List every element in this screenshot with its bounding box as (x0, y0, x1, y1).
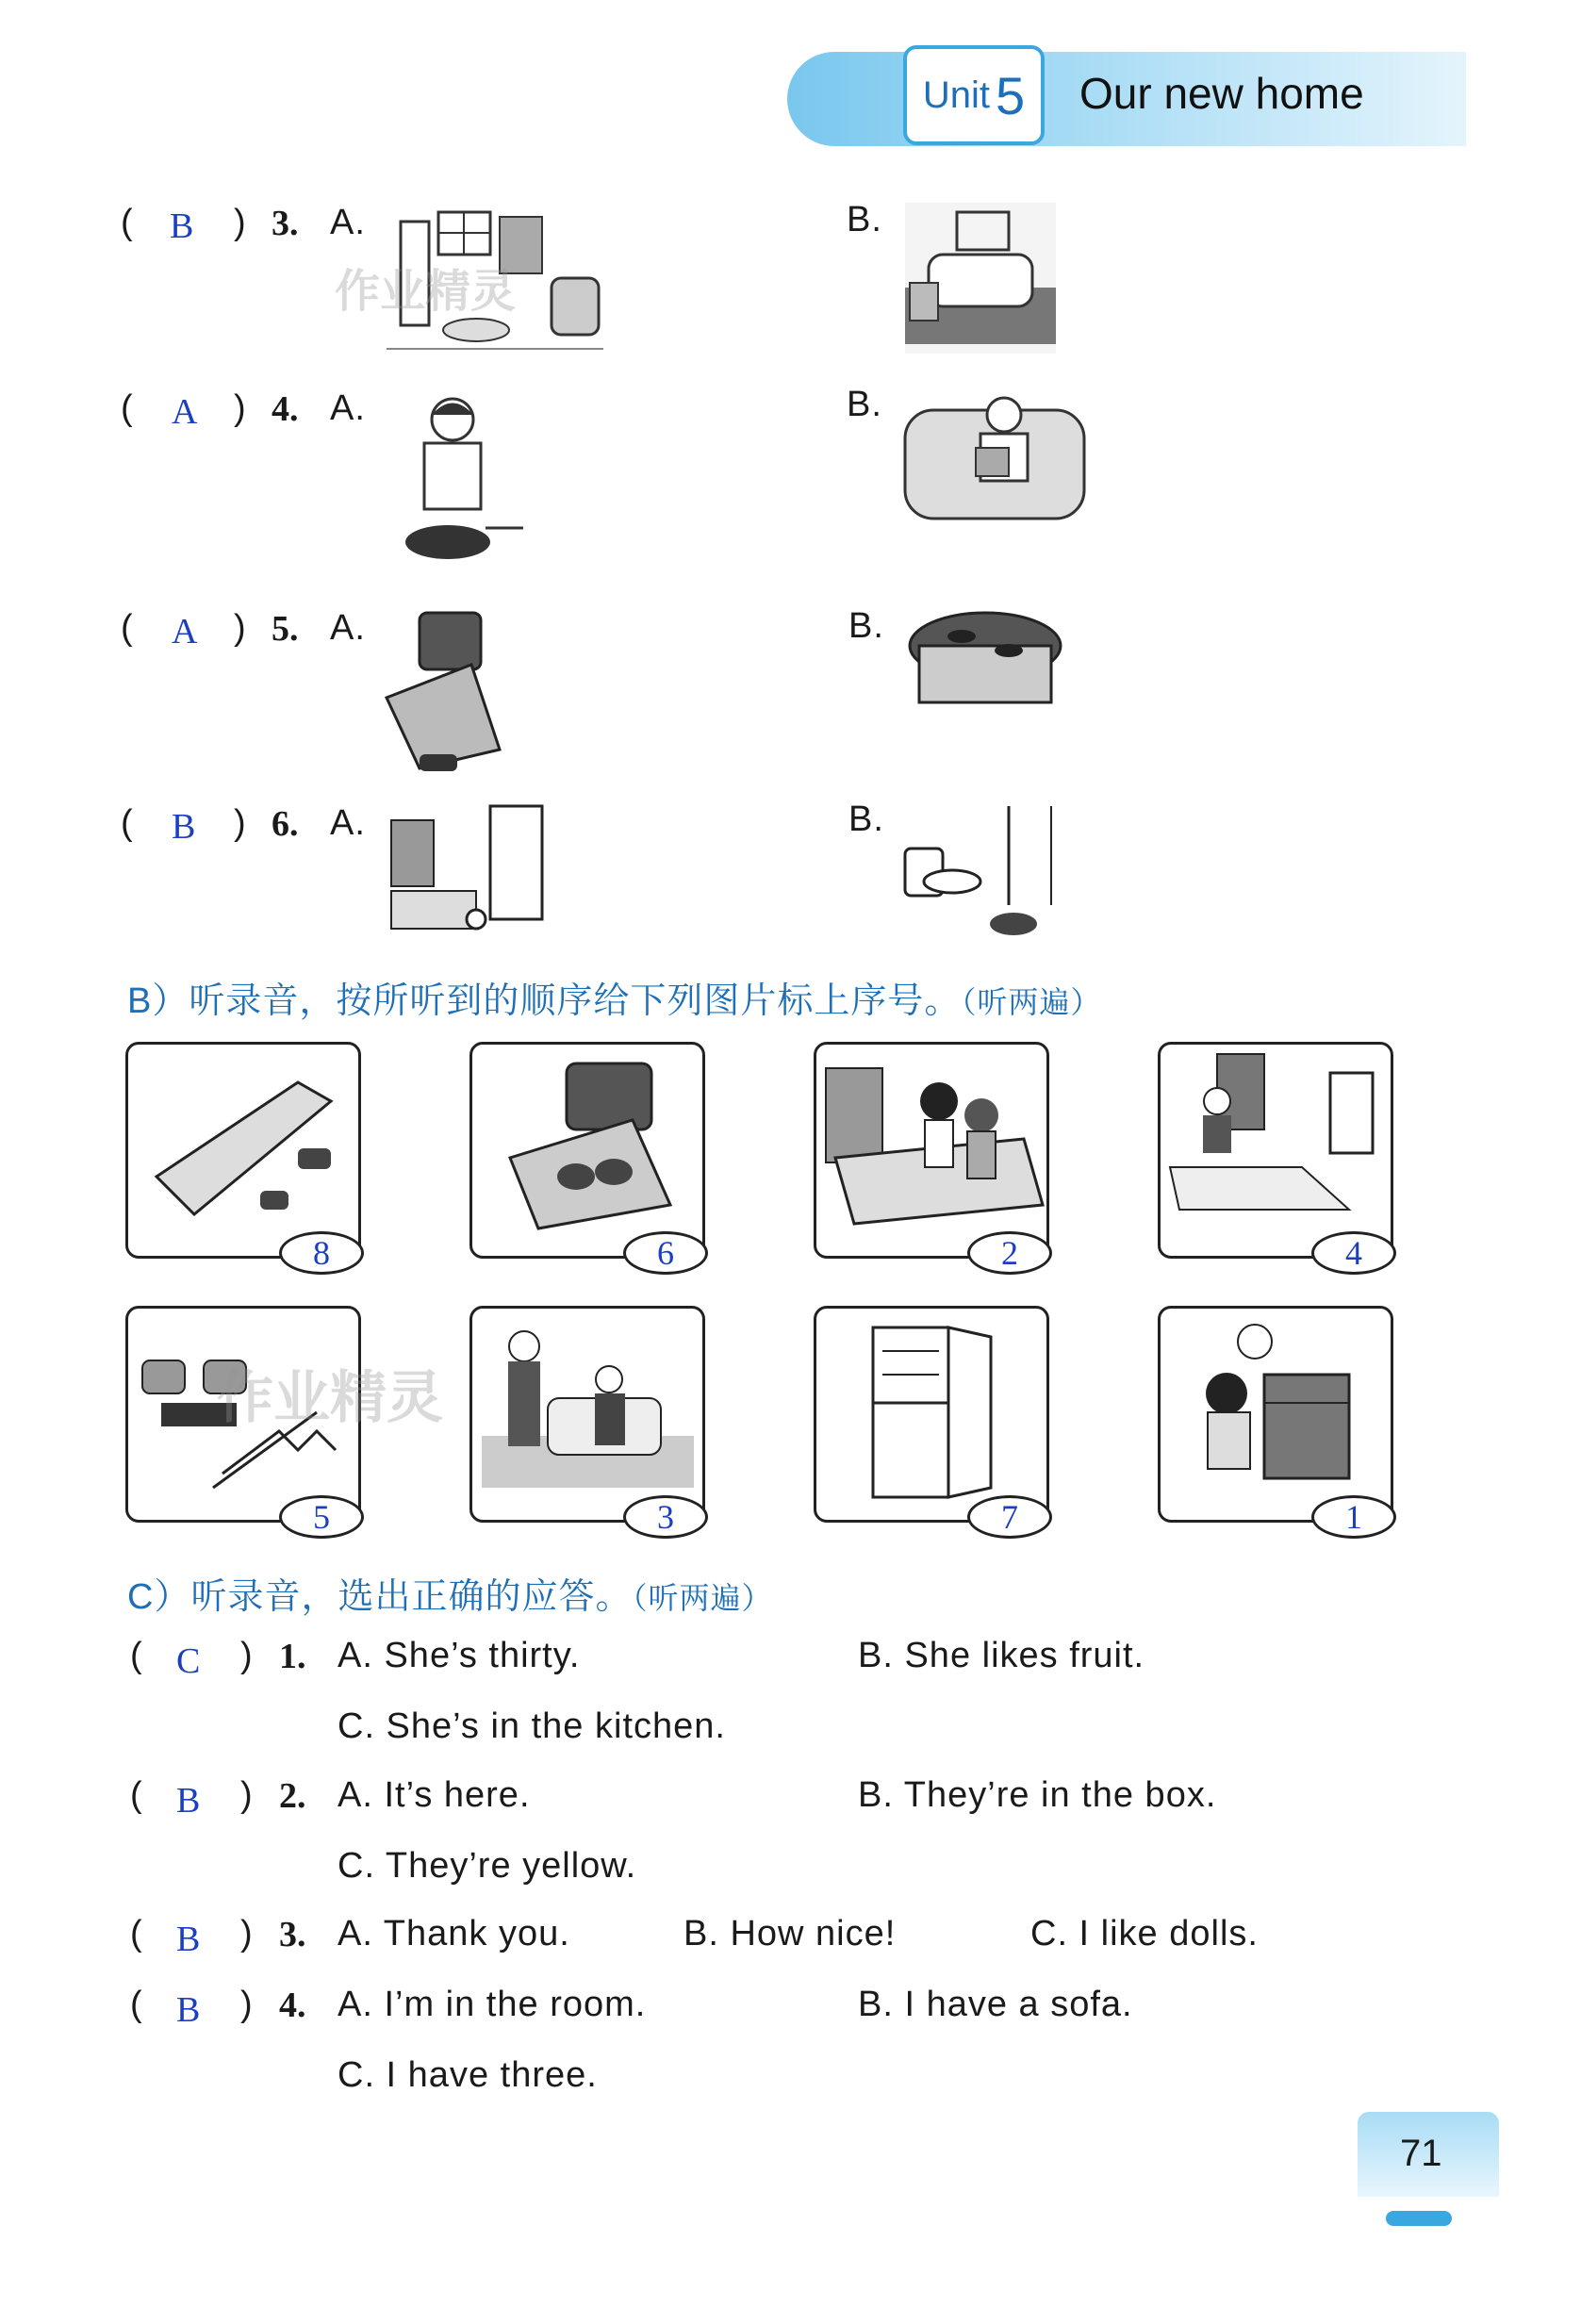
picture-frame (125, 1042, 361, 1272)
mother-and-children-picture (472, 1309, 702, 1520)
question-number: 3. (279, 1915, 306, 1954)
close-paren: ) (234, 803, 246, 843)
close-paren: ) (234, 608, 246, 648)
option-a-label: A. (330, 388, 366, 428)
bed-with-shoes-picture (382, 608, 504, 778)
section-c-heading (127, 1567, 772, 1619)
option-c: C. They’re yellow. (338, 1846, 637, 1886)
question-number: 3. (272, 204, 299, 243)
option-c: C. I like dolls. (1030, 1914, 1259, 1953)
watermark-middle: 作业精灵 (217, 1366, 443, 1429)
boy-in-kitchen-picture (1161, 1045, 1391, 1256)
option-b-label: B. (848, 799, 884, 839)
answer-letter: A (172, 392, 198, 432)
picture-frame (814, 1306, 1049, 1536)
question-number: 6. (272, 804, 299, 844)
open-paren: ( (121, 803, 133, 843)
close-paren: ) (234, 388, 246, 428)
page-number: 71 (1400, 2133, 1442, 2174)
page-number-bar (1386, 2211, 1452, 2226)
section-b-heading (127, 971, 1101, 1023)
order-number: 7 (967, 1495, 1052, 1539)
open-paren: ( (121, 388, 133, 428)
close-paren: ) (240, 1914, 253, 1953)
section-c-heading-note: （听两遍） (632, 1581, 773, 1615)
children-at-chairs-picture (1161, 1309, 1391, 1520)
section-b-heading-note: （听两遍） (961, 985, 1102, 1019)
answer-letter: B (170, 206, 194, 246)
order-number: 6 (623, 1231, 708, 1275)
question-number: 4. (279, 1986, 306, 2025)
option-a: A. She’s thirty. (338, 1636, 581, 1675)
man-reading-on-sofa-picture (900, 387, 1089, 537)
section-c-heading-text: C）听录音，选出正确的应答。 (127, 1577, 633, 1617)
picture-frame (1158, 1042, 1393, 1272)
unit-number: 5 (995, 65, 1026, 125)
bathroom-with-ball-picture (387, 801, 575, 943)
option-a-label: A. (330, 803, 366, 843)
question-number: 1. (279, 1637, 306, 1676)
open-paren: ( (130, 1914, 142, 1953)
unit-badge (903, 45, 1045, 145)
man-cooking-picture (396, 387, 528, 575)
answer-letter: B (176, 1990, 201, 2030)
order-number: 1 (1311, 1495, 1396, 1539)
open-paren: ( (130, 1985, 142, 2024)
answer-letter: B (176, 1781, 201, 1821)
open-paren: ( (121, 203, 133, 242)
option-b-label: B. (847, 200, 882, 239)
question-number: 2. (279, 1776, 306, 1816)
option-a: A. It’s here. (338, 1775, 531, 1815)
answer-letter: B (172, 807, 196, 847)
order-number: 4 (1311, 1231, 1396, 1275)
option-b-label: B. (848, 606, 884, 646)
picture-frame (814, 1042, 1049, 1272)
bed-with-slippers-picture (472, 1045, 702, 1256)
answer-letter: C (176, 1641, 201, 1681)
picture-frame (469, 1042, 705, 1272)
answer-letter: B (176, 1920, 201, 1959)
answer-letter: A (172, 612, 198, 651)
option-b: B. How nice! (683, 1914, 897, 1953)
question-number: 4. (272, 389, 299, 429)
bedroom-picture (900, 198, 1061, 358)
option-b-label: B. (847, 385, 882, 424)
option-b: B. She likes fruit. (858, 1636, 1145, 1675)
bathroom-with-slipper-picture (900, 801, 1089, 943)
close-paren: ) (240, 1775, 253, 1815)
option-b: B. I have a sofa. (858, 1985, 1133, 2024)
option-a: A. Thank you. (338, 1914, 570, 1953)
picture-frame (469, 1306, 705, 1536)
option-a: A. I’m in the room. (338, 1985, 647, 2024)
option-a-label: A. (330, 608, 366, 648)
question-number: 5. (272, 609, 299, 649)
close-paren: ) (234, 203, 246, 242)
open-paren: ( (130, 1775, 142, 1815)
open-paren: ( (130, 1636, 142, 1675)
order-number: 3 (623, 1495, 708, 1539)
section-b-heading-text: B）听录音，按所听到的顺序给下列图片标上序号。 (127, 981, 962, 1021)
unit-title: Our new home (1079, 69, 1364, 118)
dolls-on-bed-picture (816, 1045, 1046, 1256)
option-c: C. I have three. (338, 2055, 598, 2095)
order-number: 2 (967, 1231, 1052, 1275)
option-a-label: A. (330, 203, 366, 242)
sofa-with-toy-cars-picture (128, 1045, 358, 1256)
close-paren: ) (240, 1636, 253, 1675)
close-paren: ) (240, 1985, 253, 2024)
order-number: 8 (279, 1231, 364, 1275)
watermark-top: 作业精灵 (335, 267, 517, 317)
open-paren: ( (121, 608, 133, 648)
fridge-picture (816, 1309, 1046, 1520)
unit-word: Unit (922, 74, 990, 116)
picture-frame (1158, 1306, 1393, 1536)
order-number: 5 (279, 1495, 364, 1539)
option-c: C. She’s in the kitchen. (338, 1706, 726, 1746)
option-b: B. They’re in the box. (858, 1775, 1217, 1815)
table-with-toy-cars-picture (905, 608, 1065, 721)
